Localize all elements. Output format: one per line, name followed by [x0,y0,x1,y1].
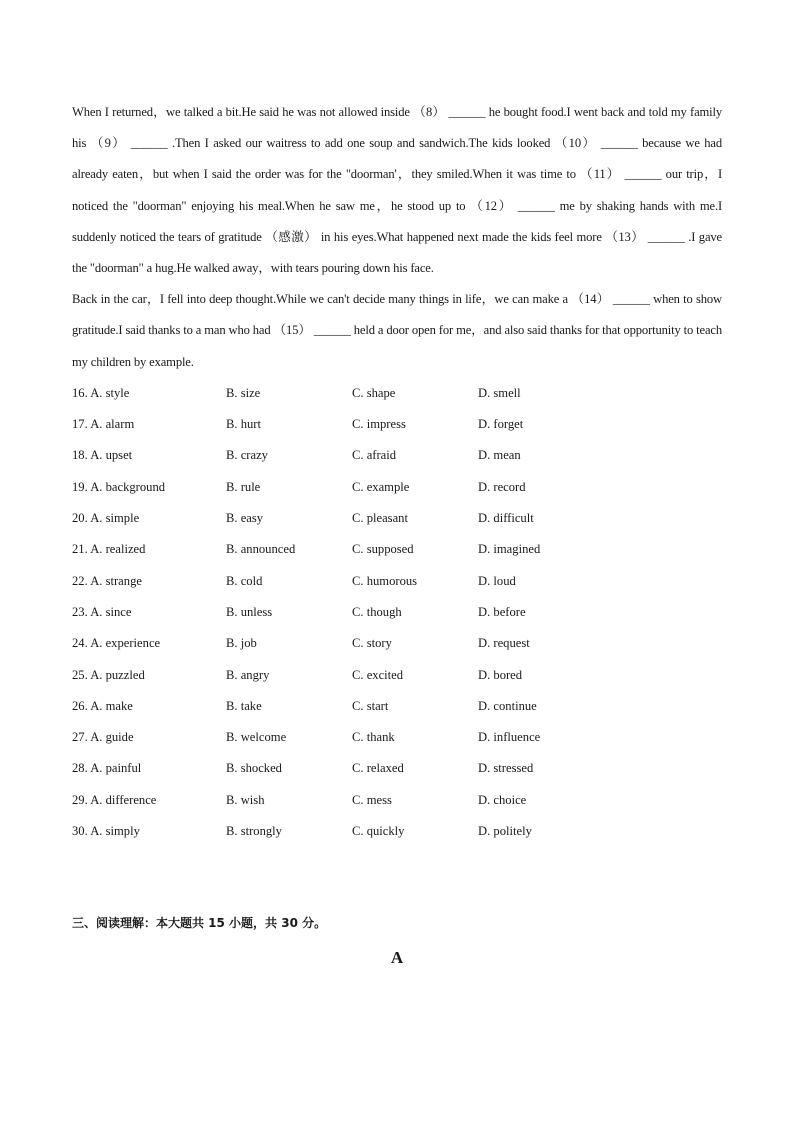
question-option-c: C. mess [352,792,392,807]
question-option-c: C. example [352,479,410,494]
question-row [72,660,722,691]
question-option-b: B. take [226,698,262,713]
question-option-b: B. strongly [226,823,282,838]
question-option-b: B. size [226,385,261,400]
question-options-list [72,378,722,847]
question-option-c: C. humorous [352,573,418,588]
question-row [72,722,722,753]
question-option-b: B. hurt [226,417,261,432]
part-title: A [390,948,404,967]
question-option-c: C. afraid [352,448,397,463]
question-option-c: C. start [352,698,389,713]
question-option-a: 16. A. style [72,385,130,400]
question-option-c: C. relaxed [352,761,404,776]
question-option-b: B. wish [226,792,265,807]
question-option-c: C. pleasant [352,511,408,526]
question-option-c: C. shape [352,385,396,400]
question-option-b: B. unless [226,604,273,619]
question-row [72,566,722,597]
question-option-a: 28. A. painful [72,761,142,776]
question-row [72,378,722,409]
question-option-b: B. shocked [226,761,282,776]
question-option-d: D. imagined [478,542,541,557]
question-row [72,691,722,722]
question-option-b: B. crazy [226,448,268,463]
question-row [72,785,722,816]
question-option-d: D. difficult [478,511,534,526]
question-option-d: D. before [478,604,526,619]
question-option-a: 30. A. simply [72,823,140,838]
question-row [72,440,722,471]
question-option-a: 23. A. since [72,604,132,619]
question-option-d: D. continue [478,698,537,713]
question-option-a: 25. A. puzzled [72,667,145,682]
question-option-d: D. bored [478,667,523,682]
question-option-c: C. though [352,604,402,619]
question-option-b: B. announced [226,542,296,557]
question-option-d: D. record [478,479,526,494]
passage [72,97,722,378]
question-option-a: 19. A. background [72,479,166,494]
question-option-a: 20. A. simple [72,511,140,526]
question-option-a: 24. A. experience [72,636,161,651]
question-option-c: C. excited [352,667,404,682]
passage-paragraph-2: Back in the car，I fell into deep thought.While we can't decide many things in life，we can make a （14） ______ when to show gratitude.I said thanks to a man who had （15） ______ held a door open for me，and also said thanks for that opportunity to teach my children by example. [72,292,722,369]
question-option-d: D. influence [478,730,541,745]
question-row [72,628,722,659]
question-option-c: C. story [352,636,392,651]
question-option-a: 21. A. realized [72,542,146,557]
question-row [72,816,722,847]
passage-paragraph-1: When I returned，we talked a bit.He said he was not allowed inside （8） ______ he bought food.I went back and told my family his （9） ______ .Then I asked our waitress to add one soup and sandwich.The kids looked （10） ______ because we had already eaten，but when I said the order was for the "doorman'，they smiled.When it was time to （11） ______ our trip，I noticed the "doorman" enjoying his meal.When he saw me，he stood up to （12） ______ me by shaking hands with me.I suddenly noticed the tears of gratitude （感激） in his eyes.What happened next made the kids feel more （13） ______ .I gave the "doorman" a hug.He walked away，with tears pouring down his face. [72,105,722,276]
question-option-d: D. politely [478,823,532,838]
question-option-d: D. smell [478,385,521,400]
question-option-d: D. loud [478,573,516,588]
question-option-c: C. quickly [352,823,405,838]
question-option-a: 22. A. strange [72,573,142,588]
question-option-a: 18. A. upset [72,448,133,463]
question-option-b: B. angry [226,667,270,682]
question-option-d: D. mean [478,448,521,463]
question-row [72,409,722,440]
question-row [72,503,722,534]
document-page [72,97,722,847]
question-row [72,472,722,503]
question-option-a: 29. A. difference [72,792,157,807]
question-option-d: D. request [478,636,530,651]
question-row [72,534,722,565]
question-option-b: B. easy [226,511,264,526]
question-option-b: B. welcome [226,730,287,745]
question-option-b: B. rule [226,479,261,494]
question-row [72,753,722,784]
question-row [72,597,722,628]
question-option-d: D. stressed [478,761,534,776]
question-option-c: C. supposed [352,542,414,557]
question-option-c: C. thank [352,730,395,745]
section-heading: 三、阅读理解：本大题共 15 小题，共 30 分。 [72,916,327,930]
question-option-c: C. impress [352,417,406,432]
question-option-a: 26. A. make [72,698,133,713]
question-option-a: 17. A. alarm [72,417,135,432]
question-option-d: D. choice [478,792,527,807]
question-option-b: B. cold [226,573,263,588]
question-option-a: 27. A. guide [72,730,134,745]
question-option-b: B. job [226,636,257,651]
question-option-d: D. forget [478,417,524,432]
